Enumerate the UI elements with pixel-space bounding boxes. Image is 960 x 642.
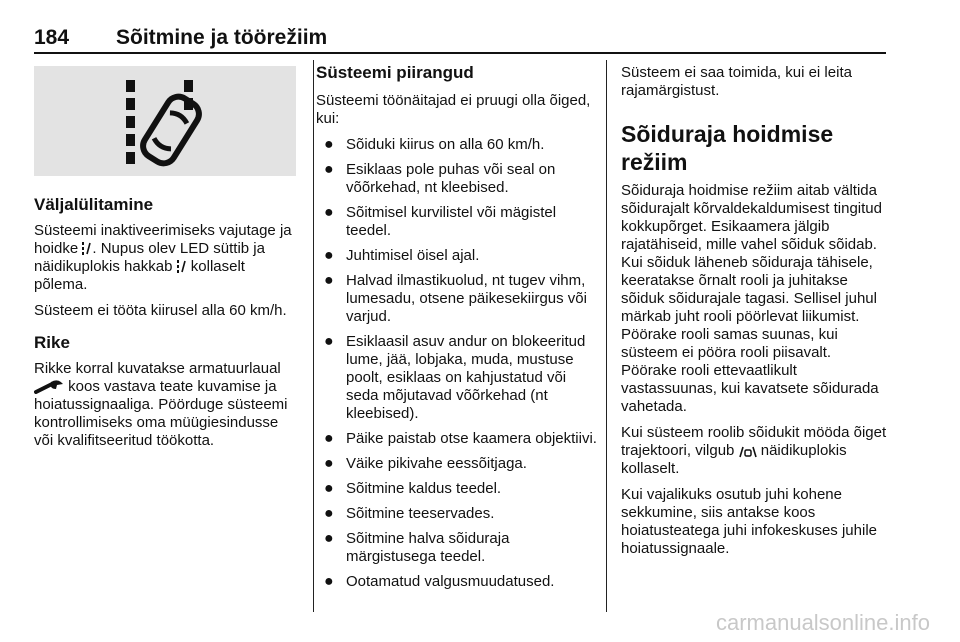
fault-text [34,360,300,450]
page-number: 184 [34,26,70,49]
deactivation-text-b: . Nupus olev LED süttib ja näidikuplokis hakkab [34,240,265,275]
right-column [621,60,891,566]
steering-text [621,424,891,478]
list-item: ● Esiklaas pole puhas või seal on võõrkehad, nt kleebised. [324,161,556,196]
lane-keep-indicator-icon [177,259,187,274]
list-item: ● Juhtimisel öisel ajal. [324,247,480,264]
lane-car-icon [739,444,757,458]
list-item: ● Halvad ilmastikuolud, nt tugev vihm, lumesadu, otsene päikesekiirgus või varjud. [324,272,587,325]
list-item: ● Sõitmine kaldus teedel. [324,480,502,497]
lane-keep-mode-text: Sõiduraja hoidmise režiim aitab vältida sõidurajalt kõrvaldekaldumisest tingitud kokkupõrget. Esikaamera jälgib rajatähiseid, mille vahel sõiduk sõidab. Kui sõiduk läheneb sõiduraja tähisele, keeratakse õrnalt rooli ja juhitakse sõiduk sõidurajale tagasi. Sellisel juhul märkab juht rooli pöörlevat liikumist. Pöörake rooli samas suunas, kui süsteem ei pööra rooli piisavalt. Pöörake rooli ettevaatlikult vastassuunas, kui kavatsete sõidurada vahetada. [621,182,882,415]
deactivation-text-c: kollaselt põlema. [34,258,245,293]
column-divider-2 [606,60,607,612]
column-divider-1 [313,60,314,612]
list-item: ● Esiklaasil asuv andur on blokeeritud lume, jää, lobjaka, muda, mustuse poolt, esiklaas on kahjustatud või seda mõjutavad võõrkehad (nt kleebised). [324,333,586,422]
fault-heading: Rike [34,333,70,352]
list-item: ● Väike pikivahe eessõitjaga. [324,455,527,472]
deactivation-text [34,222,300,294]
warning-text: Kui vajalikuks osutub juhi kohene sekkumine, siis antakse koos hoiatusteatega juhi infokeskuses juhile hoiatussignaale. [621,486,878,557]
lane-keep-mode-heading: Sõiduraja hoidmise režiim [621,121,834,175]
middle-column [316,60,598,598]
steering-text-b: näidikuplokis kollaselt. [621,442,847,477]
speed-text: Süsteem ei tööta kiirusel alla 60 km/h. [34,302,287,319]
fault-text-b: koos vastava teate kuvamise ja hoiatussignaaliga. Pöörduge süsteemi kontrollimiseks oma müügiesindusse või kvalifitseeritud töökotta. [34,378,288,449]
left-column [34,60,300,458]
list-item: ● Sõitmine teeservades. [324,505,495,522]
lane-keep-car-icon [34,66,296,176]
fault-text-a: Rikke korral kuvatakse armatuurlaual [34,360,281,377]
list-item: ● Ootamatud valgusmuudatused. [324,573,555,590]
watermark: carmanualsonline.info [715,610,930,635]
lane-keep-button-icon [82,241,92,256]
no-markings-text: Süsteem ei saa toimida, kui ei leita rajamärgistust. [621,64,852,99]
deactivation-text-a: Süsteemi inaktiveerimiseks vajutage ja hoidke [34,222,292,257]
list-item: ● Sõitmine halva sõiduraja märgistusega teedel. [324,530,510,565]
limits-heading: Süsteemi piirangud [316,63,474,82]
header-rule [34,52,886,54]
list-item: ● Sõitmisel kurvilistel või mägistel teedel. [324,204,557,239]
page-header [34,26,886,50]
list-item: ● Sõiduki kiirus on alla 60 km/h. [324,136,545,153]
deactivation-heading: Väljalülitamine [34,195,154,214]
wrench-icon [34,380,64,394]
chapter-title: Sõitmine ja töörežiim [116,26,328,49]
limits-intro: Süsteemi töönäitajad ei pruugi olla õiged, kui: [316,92,591,127]
lane-keep-illustration [34,66,296,176]
limits-list [316,136,598,591]
steering-text-a: Kui süsteem roolib sõidukit mööda õiget trajektoori, vilgub [621,424,887,459]
list-item: ● Päike paistab otse kaamera objektiivi. [324,430,597,447]
